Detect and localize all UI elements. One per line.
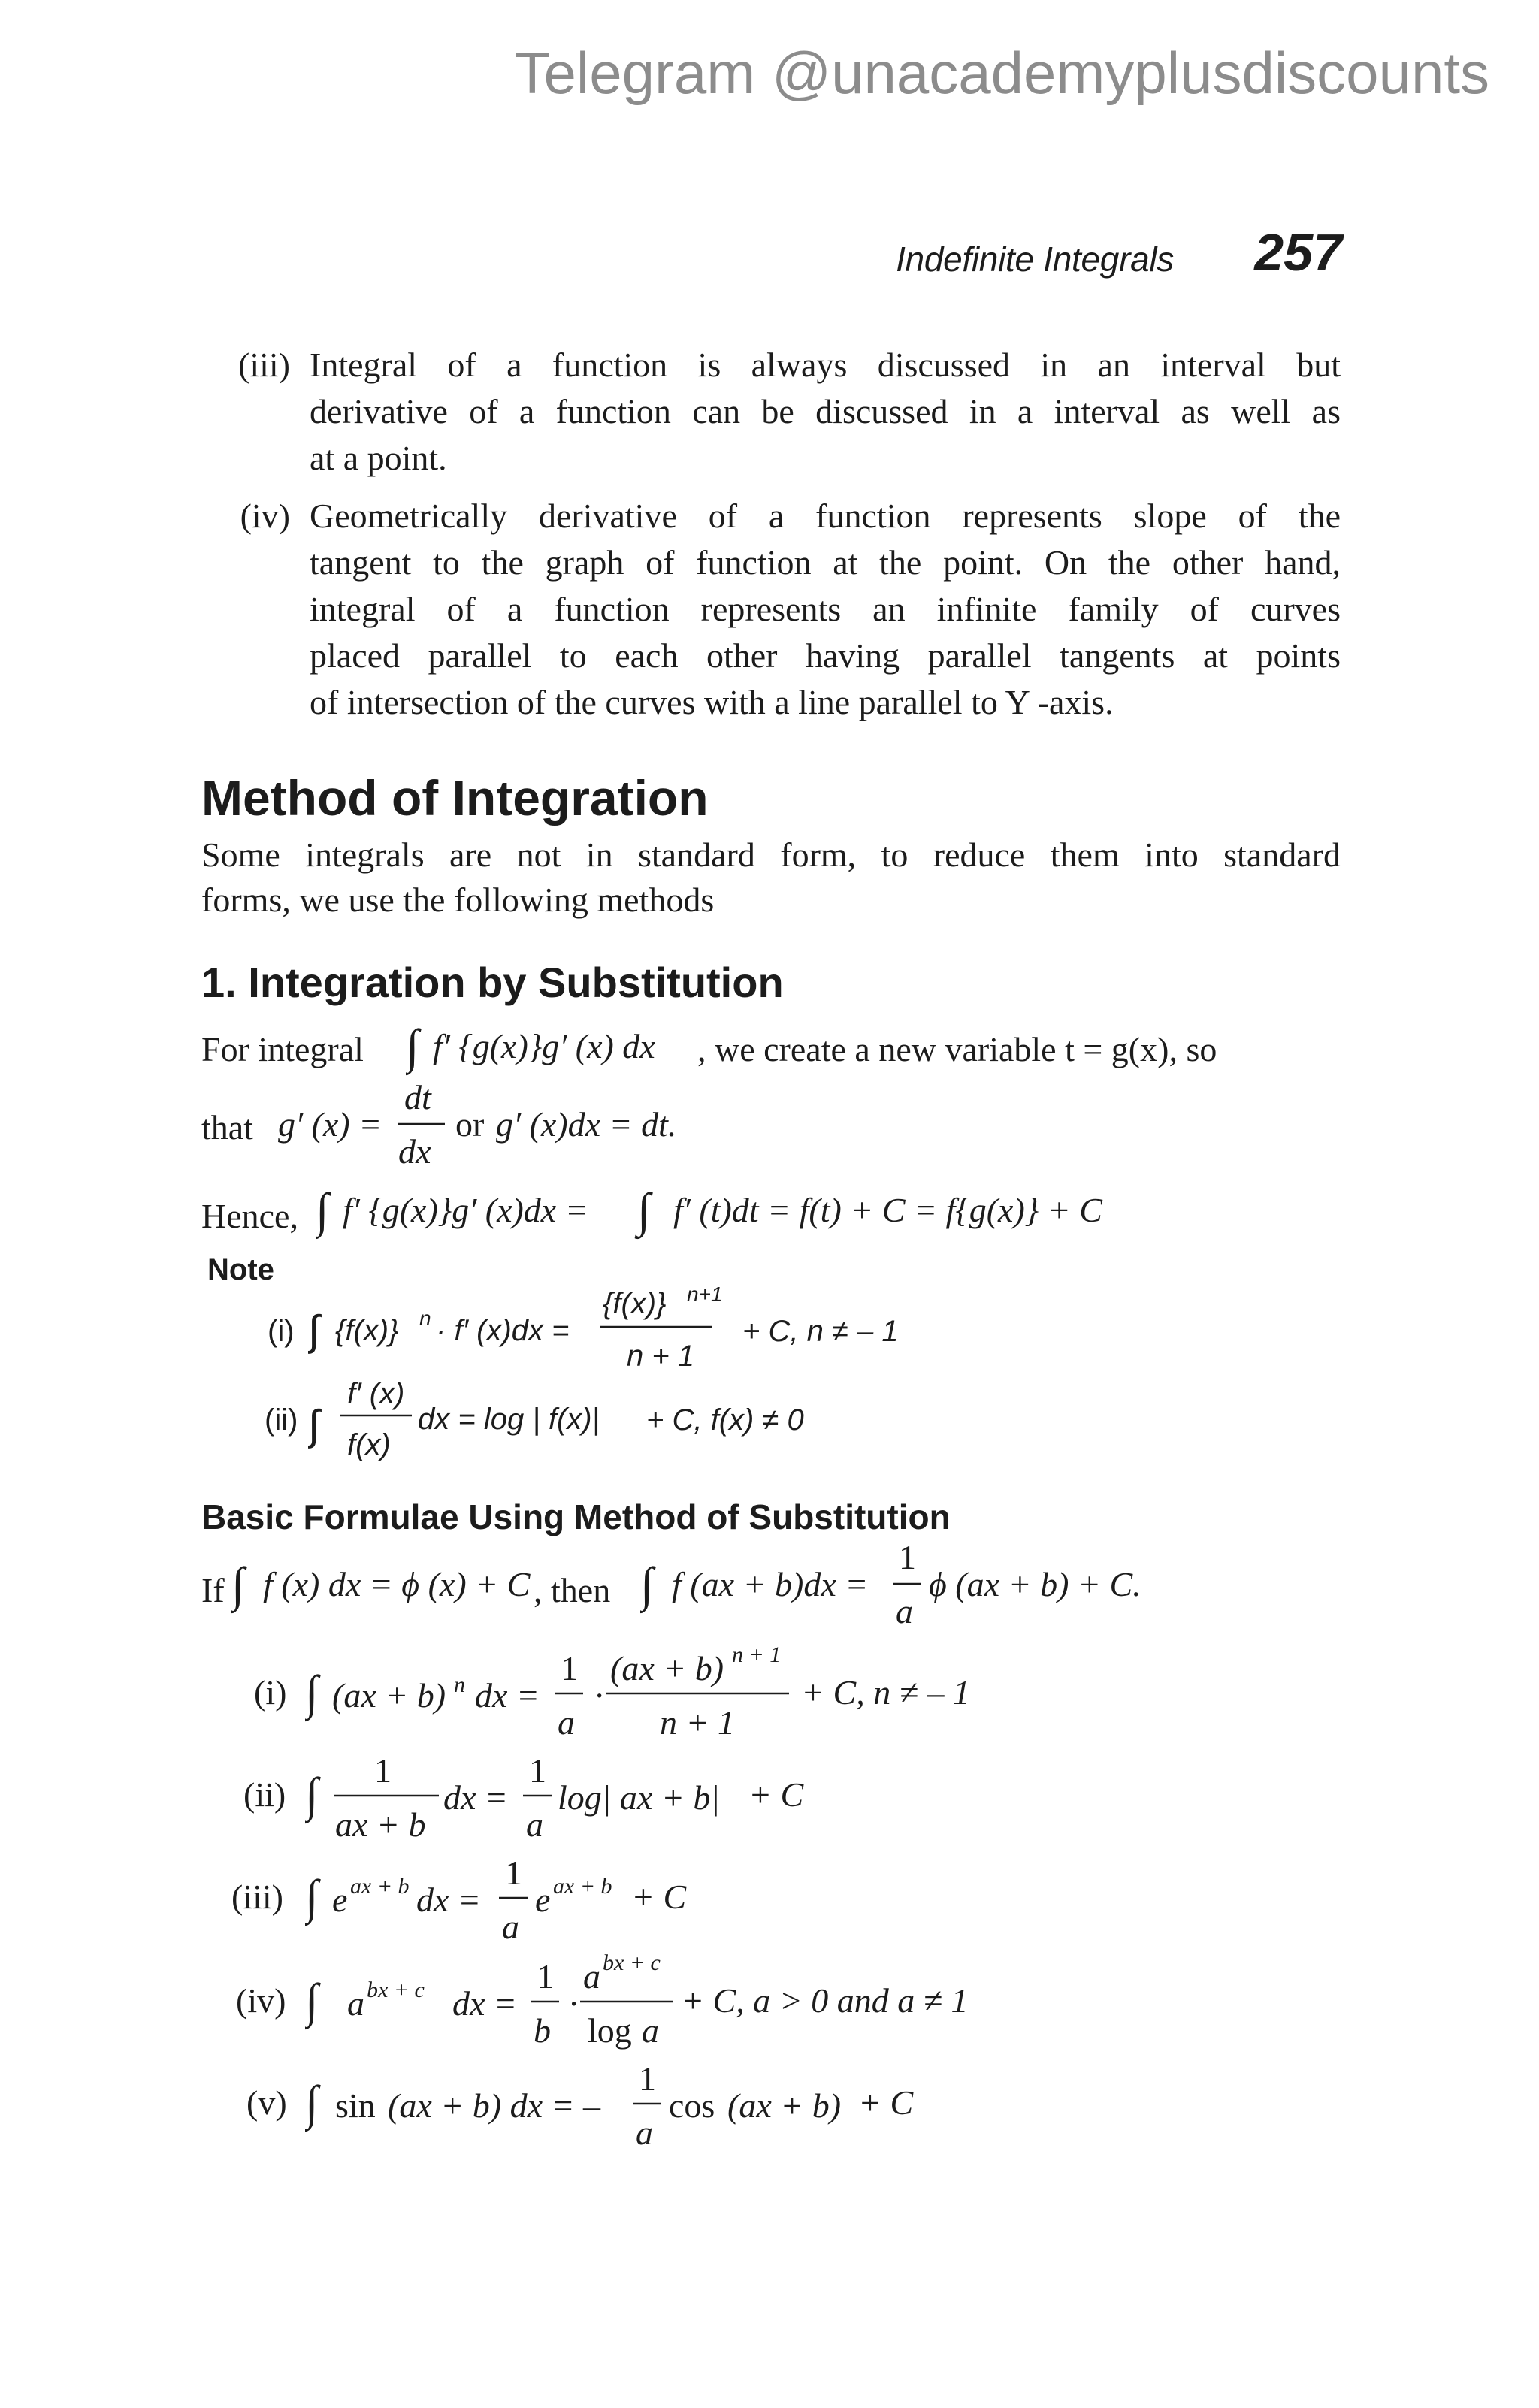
math-hence [316,1180,1217,1247]
math-integral-expression [406,1016,721,1083]
list-label: (iv) [240,497,290,535]
svg-text:f′ {g(x)}g′ (x) dx: f′ {g(x)}g′ (x) dx [433,1027,655,1065]
svg-text:a: a [502,1908,519,1946]
formula-condition: + C, n ≠ – 1 [801,1673,970,1712]
math-note-i [308,1283,729,1381]
svg-text:1: 1 [639,2059,656,2098]
note-condition: + C, f(x) ≠ 0 [646,1403,804,1437]
substitution-prefix: For integral [201,1030,364,1068]
page-number: 257 [1254,223,1342,282]
svg-text:bx + c: bx + c [367,1977,425,2002]
basic-formulae-title: Basic Formulae Using Method of Substitution [201,1497,951,1536]
note-item-label: (i) [268,1315,295,1348]
svg-text:dx =: dx = [416,1881,481,1919]
svg-text:∫: ∫ [305,1974,319,2027]
svg-text:f′ (t)dt = f(t) + C = f{g(x)}: f′ (t)dt = f(t) + C = f{g(x)} + C [673,1191,1102,1229]
svg-text:dx =: dx = [443,1778,508,1817]
formula-condition: + C [858,2083,914,2122]
list-item-iii [231,342,1341,485]
svg-text:∫: ∫ [308,1401,320,1449]
svg-text:ax + b: ax + b [553,1874,612,1899]
svg-text:{f(x)}: {f(x)} [335,1314,399,1347]
svg-text:∫: ∫ [316,1183,329,1237]
svg-text:e: e [535,1881,551,1919]
svg-text:n+1: n+1 [687,1283,723,1306]
svg-text:∫: ∫ [231,1557,245,1611]
section-intro [201,832,1341,923]
note-condition: + C, n ≠ – 1 [742,1315,899,1348]
svg-text:n + 1: n + 1 [627,1340,695,1373]
math-formula-i [305,1639,816,1745]
formula-label: (i) [254,1673,287,1712]
math-if [231,1540,540,1623]
watermark: Telegram @unacademyplusdiscounts [514,40,1489,106]
svg-text:g′ (x)dx = dt.: g′ (x)dx = dt. [496,1105,677,1144]
math-formula-iv [305,1944,696,2057]
svg-text:1: 1 [505,1854,522,1892]
substitution-suffix: , we create a new variable t = g(x), so [697,1030,1217,1068]
svg-text:a: a [896,1592,913,1630]
text-line: at a point. [310,439,447,477]
formula-label: (iv) [236,1981,286,2020]
svg-text:dx = log | f(x)|: dx = log | f(x)| [418,1403,600,1436]
svg-text:1: 1 [561,1649,578,1687]
svg-text:f′ {g(x)}g′ (x)dx =: f′ {g(x)}g′ (x)dx = [343,1191,588,1229]
formula-label: (ii) [243,1775,286,1814]
that-prefix: that [201,1108,253,1147]
svg-text:or: or [455,1105,485,1144]
text-line: placed parallel to each other having parallel tangents at points [310,636,1341,675]
svg-text:n: n [419,1307,431,1330]
svg-text:f (ax + b)dx =: f (ax + b)dx = [672,1565,869,1603]
formula-condition: + C [631,1878,687,1916]
svg-text:dt: dt [404,1080,431,1116]
text-line: forms, we use the following methods [201,881,715,919]
svg-text:∫: ∫ [406,1020,419,1073]
if-prefix: If [201,1571,225,1609]
svg-text:·: · [594,1676,606,1715]
text-line: of intersection of the curves with a line parallel to Y -axis. [310,683,1114,721]
svg-text:{f(x)}: {f(x)} [603,1287,667,1320]
svg-text:∫: ∫ [305,1666,319,1719]
svg-text:a: a [583,1957,600,1996]
svg-text:1: 1 [537,1957,554,1996]
list-item-iv [231,493,1341,733]
svg-text:1: 1 [374,1751,392,1790]
svg-text:ϕ (ax + b) + C.: ϕ (ax + b) + C. [929,1565,1141,1603]
svg-text:f(x): f(x) [347,1428,391,1461]
text-line: tangent to the graph of function at the point. On the other hand, [310,543,1341,582]
text-line: Integral of a function is always discussed in an interval but [310,346,1341,384]
svg-text:(ax + b) dx = –: (ax + b) dx = – [388,2086,601,2125]
math-then [640,1540,1166,1630]
svg-text:f′ (x): f′ (x) [347,1377,405,1410]
svg-text:f (x) dx = ϕ (x) + C: f (x) dx = ϕ (x) + C [263,1565,531,1603]
text-line: Some integrals are not in standard form, to reduce them into standard [201,835,1341,874]
svg-text:bx + c: bx + c [603,1950,661,1975]
formula-condition: + C, a > 0 and a ≠ 1 [681,1981,969,2020]
section-title: Method of Integration [201,770,709,826]
svg-text:· f′ (x)dx =: · f′ (x)dx = [436,1314,570,1347]
hence-prefix: Hence, [201,1197,298,1235]
svg-text:a: a [558,1703,575,1742]
svg-text:ax + b: ax + b [335,1805,426,1844]
svg-text:a: a [636,2113,653,2152]
math-formula-v [305,2050,891,2155]
svg-text:cos: cos [669,2086,715,2125]
list-label: (iii) [238,346,290,384]
note-item-label: (ii) [265,1403,298,1437]
subsection-title: 1. Integration by Substitution [201,959,784,1006]
svg-text:∫: ∫ [305,1870,319,1923]
svg-text:a: a [642,2011,659,2050]
svg-text:n: n [454,1672,465,1697]
svg-text:(ax + b): (ax + b) [727,2086,842,2125]
svg-text:dx: dx [398,1132,431,1171]
svg-text:a: a [347,1984,364,2023]
svg-text:sin: sin [335,2086,376,2125]
svg-text:log| ax + b|: log| ax + b| [558,1778,721,1817]
running-title: Indefinite Integrals [896,240,1174,279]
formula-label: (v) [246,2083,287,2122]
text-line: Geometrically derivative of a function represents slope of the [310,497,1341,535]
svg-text:(ax + b): (ax + b) [610,1649,724,1687]
svg-text:e: e [332,1881,348,1919]
formula-condition: + C [748,1775,804,1814]
svg-text:n + 1: n + 1 [660,1703,736,1742]
svg-text:b: b [534,2011,551,2050]
svg-text:a: a [526,1805,543,1844]
svg-text:log: log [588,2011,632,2050]
text-line: integral of a function represents an infinite family of curves [310,590,1341,628]
math-formula-ii [305,1742,804,1847]
svg-text:1: 1 [899,1540,916,1576]
svg-text:dx =: dx = [475,1676,540,1715]
svg-text:∫: ∫ [308,1307,320,1354]
svg-text:(ax + b): (ax + b) [332,1676,446,1715]
svg-text:·: · [568,1984,580,2023]
note-label: Note [207,1253,274,1286]
svg-text:1: 1 [529,1751,546,1790]
svg-text:∫: ∫ [640,1557,654,1611]
svg-text:∫: ∫ [637,1183,651,1237]
svg-text:∫: ∫ [305,2076,319,2129]
svg-text:n + 1: n + 1 [732,1642,782,1667]
svg-text:g′ (x) =: g′ (x) = [278,1105,382,1144]
text-line: derivative of a function can be discussed in a interval as well as [310,392,1341,431]
math-note-ii [308,1372,661,1470]
svg-text:ax + b: ax + b [350,1874,410,1899]
svg-text:dx =: dx = [452,1984,517,2023]
math-dt-dx [278,1080,759,1178]
then-text: , then [534,1571,611,1609]
formula-label: (iii) [231,1878,283,1916]
svg-text:∫: ∫ [305,1768,319,1821]
